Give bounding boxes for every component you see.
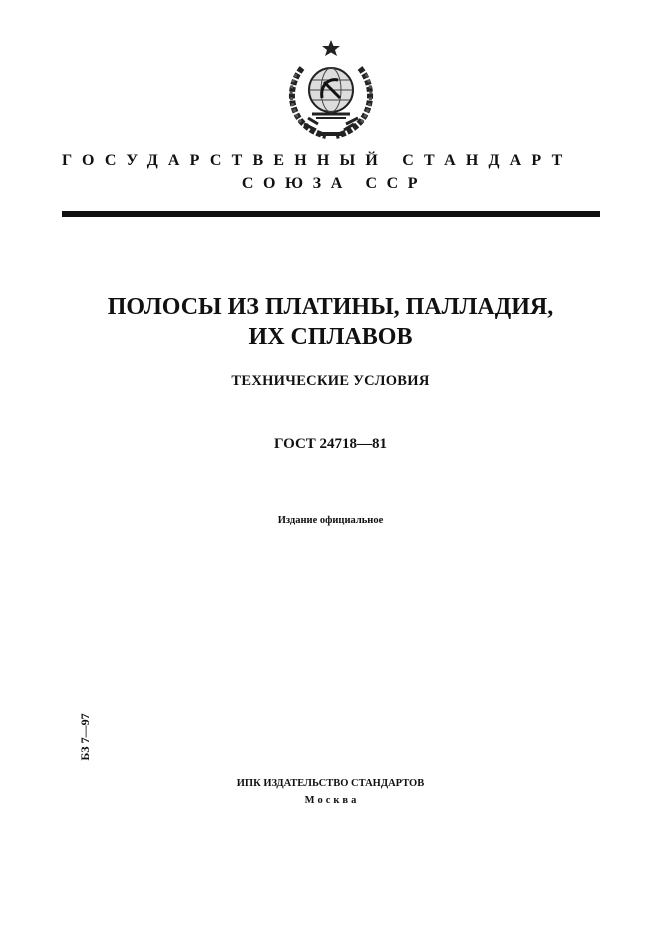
publisher-city: Москва xyxy=(304,795,360,806)
header-divider xyxy=(62,211,600,217)
star-shape xyxy=(322,40,340,56)
edition-note: Издание официальное xyxy=(277,515,384,526)
title-line-2: ИХ СПЛАВОВ xyxy=(248,324,413,350)
state-standard-heading: ГОСУДАРСТВЕННЫЙ СТАНДАРТ xyxy=(62,152,573,169)
emblem-graphic xyxy=(282,38,380,142)
title-line-1: ПОЛОСЫ ИЗ ПЛАТИНЫ, ПАЛЛАДИЯ, xyxy=(107,294,554,320)
document-subtitle: ТЕХНИЧЕСКИЕ УСЛОВИЯ xyxy=(231,373,430,389)
ussr-state-emblem-icon xyxy=(282,38,380,142)
ussr-heading: СОЮЗА ССР xyxy=(241,175,428,192)
side-code: БЗ 7—97 xyxy=(78,713,92,761)
standard-number: ГОСТ 24718—81 xyxy=(273,436,388,452)
page-title xyxy=(0,292,661,352)
publisher-name: ИПК ИЗДАТЕЛЬСТВО СТАНДАРТОВ xyxy=(236,778,425,789)
